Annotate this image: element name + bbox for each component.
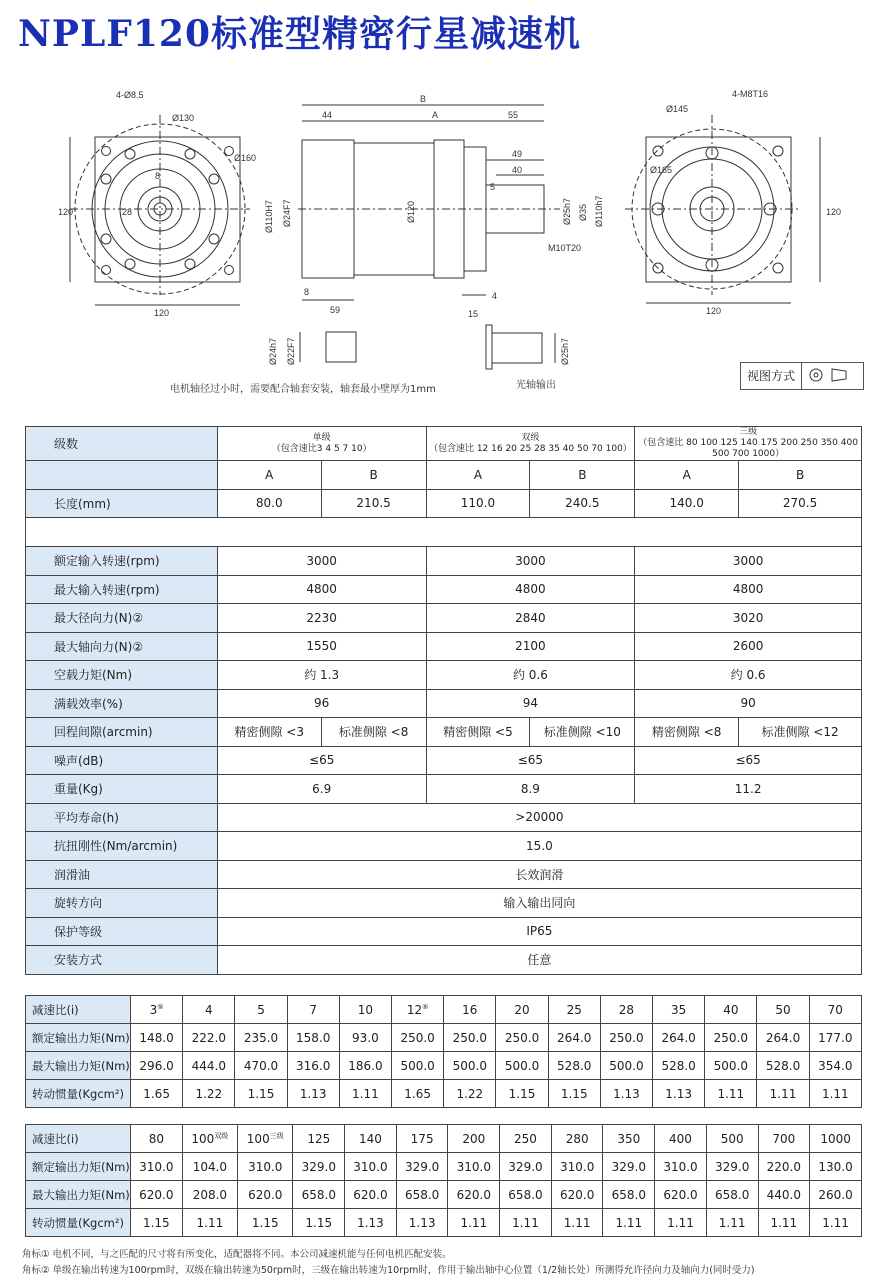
ratio-cell: 222.0: [183, 1024, 235, 1052]
ratio-tag: ⑤: [422, 1002, 429, 1011]
ratio-row-label: 额定输出力矩(Nm): [26, 1153, 131, 1181]
ratio-cell: 329.0: [706, 1153, 758, 1181]
length-cell: 110.0: [426, 489, 530, 518]
spec-cell: 约 0.6: [635, 661, 862, 690]
spec-row-label: 安装方式: [26, 946, 218, 975]
ratio-cell: 12⑤: [392, 996, 444, 1024]
spec-cell: 2840: [426, 604, 635, 633]
ratio-cell: 10: [339, 996, 391, 1024]
dim-110h7: Ø110h7: [594, 195, 604, 227]
ratio-row-label: 减速比(i): [26, 1125, 131, 1153]
dim-8: 8: [304, 287, 310, 297]
ratio-cell: 50: [757, 996, 809, 1024]
ratio-cell: 1.11: [809, 1080, 861, 1108]
spec-cell: 1550: [217, 632, 426, 661]
dim-110H7: Ø110H7: [264, 200, 274, 233]
stage-label: 级数: [26, 427, 218, 461]
length-cell: 210.5: [321, 489, 426, 518]
ratio-cell: 444.0: [183, 1052, 235, 1080]
dim-sleeve-24: Ø24h7: [268, 337, 278, 365]
spec-cell: ≤65: [426, 746, 635, 775]
ratio-cell: 250.0: [392, 1024, 444, 1052]
spec-cell: 6.9: [217, 775, 426, 804]
ratio-cell: 316.0: [287, 1052, 339, 1080]
ratio-cell: 528.0: [757, 1052, 809, 1080]
ratio-cell: 235.0: [235, 1024, 287, 1052]
spec-row-label: 空载力矩(Nm): [26, 661, 218, 690]
ratio-cell: 310.0: [448, 1153, 500, 1181]
dim-4: 4: [492, 291, 498, 301]
spec-cell: 15.0: [217, 832, 861, 861]
ratio-cell: 329.0: [396, 1153, 448, 1181]
ratio-cell: 620.0: [345, 1181, 397, 1209]
ratio-cell: 1000: [810, 1125, 862, 1153]
length-cell: 240.5: [530, 489, 635, 518]
ratio-cell: 16: [444, 996, 496, 1024]
spec-cell: 96: [217, 689, 426, 718]
dim-holes-left: 4-Ø8.5: [116, 90, 144, 100]
ratio-cell: 500: [706, 1125, 758, 1153]
ratio-cell: 1.11: [603, 1209, 655, 1237]
ratio-cell: 310.0: [551, 1153, 603, 1181]
sleeve-note: 电机轴径过小时，需要配合轴套安装，轴套最小壁厚为1mm: [170, 384, 436, 395]
ratio-cell: 658.0: [500, 1181, 552, 1209]
ratio-cell: 1.15: [293, 1209, 345, 1237]
ab-cell: A: [217, 461, 321, 490]
ab-cell: B: [321, 461, 426, 490]
ratio-row-label: 额定输出力矩(Nm): [26, 1024, 131, 1052]
ratio-cell: 250.0: [705, 1024, 757, 1052]
dim-40: 40: [512, 165, 523, 175]
spec-row-label: 最大输入转速(rpm): [26, 575, 218, 604]
footnote-1: 角标① 电机不同，与之匹配的尺寸将有所变化，适配器将不同。本公司减速机能与任何电机匹配安装。: [22, 1249, 452, 1260]
ratio-cell: 175: [396, 1125, 448, 1153]
spec-row-label: 润滑油: [26, 860, 218, 889]
spec-row-label: 噪声(dB): [26, 746, 218, 775]
ab-cell: B: [530, 461, 635, 490]
ratio-cell: 104.0: [182, 1153, 237, 1181]
ratio-cell: 1.11: [655, 1209, 707, 1237]
ratio-cell: 350: [603, 1125, 655, 1153]
dim-24F7: Ø24F7: [282, 199, 292, 227]
ratio-cell: 28: [600, 996, 652, 1024]
spec-cell: 3000: [217, 547, 426, 576]
ratio-cell: 658.0: [396, 1181, 448, 1209]
spec-cell: 94: [426, 689, 635, 718]
page-title: NPLF120标准型精密行星减速机: [18, 13, 581, 55]
ratio-cell: 658.0: [293, 1181, 345, 1209]
ratio-row-label: 转动惯量(Kgcm²): [26, 1080, 131, 1108]
ratio-cell: 1.13: [287, 1080, 339, 1108]
spec-table: [25, 426, 862, 975]
ratio-cell: 329.0: [603, 1153, 655, 1181]
view-method-label: 视图方式: [741, 363, 802, 389]
ratio-cell: 1.11: [810, 1209, 862, 1237]
ratio-cell: 620.0: [131, 1181, 183, 1209]
spec-cell: 90: [635, 689, 862, 718]
spec-row-label: 最大轴向力(N)②: [26, 632, 218, 661]
dim-width-left: 120: [154, 308, 170, 318]
dim-flange: Ø160: [234, 153, 257, 163]
ratio-cell: 80: [131, 1125, 183, 1153]
spec-cell: IP65: [217, 917, 861, 946]
ab-cell: A: [426, 461, 530, 490]
spec-row-label: 额定输入转速(rpm): [26, 547, 218, 576]
ratio-cell: 70: [809, 996, 861, 1024]
dim-m10: M10T20: [548, 243, 582, 253]
footnote-2: 角标② 单级在输出转速为100rpm时，双级在输出转速为50rpm时，三级在输出转速为10rpm时，作用于输出轴中心位置（1/2轴长处）所测得允许径向力及轴向力(同时受力): [22, 1265, 755, 1276]
backlash-cell: 标准侧隙 <8: [321, 718, 426, 747]
backlash-label: 回程间隙(arcmin): [26, 718, 218, 747]
ratio-cell: 500.0: [496, 1052, 548, 1080]
ratio-cell: 310.0: [131, 1153, 183, 1181]
shaft-caption: 光轴输出: [516, 380, 556, 391]
ratio-cell: 5: [235, 996, 287, 1024]
ratio-cell: 658.0: [603, 1181, 655, 1209]
stage-single: 单级 （包含速比3 4 5 7 10）: [217, 427, 426, 461]
dim-A: A: [432, 110, 439, 120]
ratio-cell: 500.0: [705, 1052, 757, 1080]
ratio-cell: 310.0: [238, 1153, 293, 1181]
ratio-cell: 1.11: [551, 1209, 603, 1237]
spec-cell: 2600: [635, 632, 862, 661]
spec-row-label: 满载效率(%): [26, 689, 218, 718]
ratio-cell: 1.13: [600, 1080, 652, 1108]
dim-height-right: 120: [826, 207, 842, 217]
ratio-row-label: 最大输出力矩(Nm): [26, 1181, 131, 1209]
ratio-cell: 400: [655, 1125, 707, 1153]
ratio-cell: 1.15: [235, 1080, 287, 1108]
ratio-cell: 528.0: [548, 1052, 600, 1080]
ratio-cell: 130.0: [810, 1153, 862, 1181]
ratio-cell: 500.0: [600, 1052, 652, 1080]
spec-cell: >20000: [217, 803, 861, 832]
spec-cell: 3020: [635, 604, 862, 633]
ratio-row-label: 转动惯量(Kgcm²): [26, 1209, 131, 1237]
dim-key-w: 8: [155, 171, 161, 181]
dim-165: Ø165: [650, 165, 673, 175]
ratio-cell: 1.65: [392, 1080, 444, 1108]
spec-cell: 4800: [635, 575, 862, 604]
ratio-cell: $100^{双级}$: [182, 1125, 237, 1153]
spec-row-label: 最大径向力(N)②: [26, 604, 218, 633]
ratio-cell: 329.0: [500, 1153, 552, 1181]
ratio-cell: 250.0: [496, 1024, 548, 1052]
ratio-cell: 264.0: [548, 1024, 600, 1052]
ab-cell: A: [635, 461, 739, 490]
ratio-cell: 1.22: [444, 1080, 496, 1108]
dim-key-h: 28: [122, 207, 133, 217]
dim-width-right: 120: [706, 306, 722, 316]
spec-row-label: 旋转方向: [26, 889, 218, 918]
ratio-cell: 310.0: [345, 1153, 397, 1181]
dim-55: 55: [508, 110, 519, 120]
backlash-cell: 精密侧隙 <3: [217, 718, 321, 747]
dim-44: 44: [322, 110, 333, 120]
ratio-cell: 186.0: [339, 1052, 391, 1080]
dim-25h7: Ø25h7: [562, 197, 572, 225]
spec-row-label: 重量(Kg): [26, 775, 218, 804]
ratio-cell: 250.0: [600, 1024, 652, 1052]
ratio-cell: 1.15: [496, 1080, 548, 1108]
backlash-cell: 精密侧隙 <5: [426, 718, 530, 747]
spec-cell: 约 0.6: [426, 661, 635, 690]
ab-cell: B: [739, 461, 862, 490]
ratio-cell: 1.11: [757, 1080, 809, 1108]
ratio-cell: 1.11: [706, 1209, 758, 1237]
spec-cell: ≤65: [635, 746, 862, 775]
ratio-cell: 354.0: [809, 1052, 861, 1080]
spec-cell: 3000: [426, 547, 635, 576]
ratio-cell: 310.0: [655, 1153, 707, 1181]
ratio-cell: 220.0: [758, 1153, 810, 1181]
ratio-cell: 1.13: [396, 1209, 448, 1237]
length-cell: 80.0: [217, 489, 321, 518]
dim-49: 49: [512, 149, 523, 159]
ratio-cell: 200: [448, 1125, 500, 1153]
spec-cell: 4800: [217, 575, 426, 604]
dim-120: Ø120: [406, 200, 416, 223]
dim-holes-right: 4-M8T16: [732, 89, 769, 99]
ratio-cell: 1.11: [758, 1209, 810, 1237]
ratio-cell: 1.22: [183, 1080, 235, 1108]
stage-double: 双级 （包含速比 12 16 20 25 28 35 40 50 70 100）: [426, 427, 635, 461]
spec-cell: 输入输出同向: [217, 889, 861, 918]
ratio-cell: 93.0: [339, 1024, 391, 1052]
ratio-cell: 250: [500, 1125, 552, 1153]
ratio-cell: 1.15: [548, 1080, 600, 1108]
ratio-cell: 250.0: [444, 1024, 496, 1052]
dim-B: B: [420, 94, 427, 104]
ratio-cell: 1.11: [500, 1209, 552, 1237]
dim-sleeve-22: Ø22F7: [286, 337, 296, 365]
dim-35: Ø35: [578, 203, 588, 221]
ratio-cell: 620.0: [448, 1181, 500, 1209]
ratio-cell: 500.0: [392, 1052, 444, 1080]
spec-cell: 长效润滑: [217, 860, 861, 889]
spacer-row: [26, 518, 862, 547]
ratio-cell: 1.11: [448, 1209, 500, 1237]
spec-row-label: 抗扭刚性(Nm/arcmin): [26, 832, 218, 861]
dim-height-left: 120: [58, 207, 74, 217]
ratio-cell: 440.0: [758, 1181, 810, 1209]
ratio-cell: 620.0: [238, 1181, 293, 1209]
ratio-cell: 125: [293, 1125, 345, 1153]
backlash-cell: 精密侧隙 <8: [635, 718, 739, 747]
ratio-cell: 528.0: [653, 1052, 705, 1080]
ratio-cell: 4: [183, 996, 235, 1024]
ratio-cell: 1.13: [653, 1080, 705, 1108]
dim-15: 15: [468, 309, 479, 319]
technical-drawing: [0, 55, 884, 415]
ratio-cell: 1.11: [705, 1080, 757, 1108]
ratio-cell: 264.0: [653, 1024, 705, 1052]
ratio-cell: 658.0: [706, 1181, 758, 1209]
ratio-cell: 296.0: [131, 1052, 183, 1080]
spec-cell: 约 1.3: [217, 661, 426, 690]
ratio-tag: 双级: [214, 1132, 229, 1140]
ratio-cell: 1.15: [131, 1209, 183, 1237]
ratio-cell: 1.13: [345, 1209, 397, 1237]
spec-cell: 4800: [426, 575, 635, 604]
ratio-cell: 208.0: [182, 1181, 237, 1209]
ratio-cell: 177.0: [809, 1024, 861, 1052]
spec-row-label: 保护等级: [26, 917, 218, 946]
spec-cell: 8.9: [426, 775, 635, 804]
dim-5: 5: [490, 182, 496, 192]
backlash-cell: 标准侧隙 <10: [530, 718, 635, 747]
ratio-cell: 620.0: [655, 1181, 707, 1209]
ratio-cell: 700: [758, 1125, 810, 1153]
ratio-tag: 三级: [269, 1132, 284, 1140]
ratio-row-label: 最大输出力矩(Nm): [26, 1052, 131, 1080]
ratio-cell: 1.65: [131, 1080, 183, 1108]
dim-shaft-25: Ø25h7: [560, 337, 570, 365]
ratio-cell: 140: [345, 1125, 397, 1153]
dim-59: 59: [330, 305, 341, 315]
stage-triple: 三级 （包含速比 80 100 125 140 175 200 250 350 400 500 700 1000）: [635, 427, 862, 461]
backlash-cell: 标准侧隙 <12: [739, 718, 862, 747]
ratio-cell: 158.0: [287, 1024, 339, 1052]
dim-pcd-right: Ø145: [666, 104, 689, 114]
ratio-cell: 329.0: [293, 1153, 345, 1181]
ratio-cell: 500.0: [444, 1052, 496, 1080]
ratio-row-label: 减速比(i): [26, 996, 131, 1024]
view-method-box: [740, 362, 864, 390]
dim-pcd-left: Ø130: [172, 113, 195, 123]
ratio-cell: $100^{三级}$: [238, 1125, 293, 1153]
ratio-cell: 148.0: [131, 1024, 183, 1052]
ratio-cell: 1.11: [182, 1209, 237, 1237]
spec-row-label: 平均寿命(h): [26, 803, 218, 832]
ratio-cell: 280: [551, 1125, 603, 1153]
ratio-cell: 20: [496, 996, 548, 1024]
ratio-cell: 40: [705, 996, 757, 1024]
ratio-table-1: [25, 995, 862, 1108]
ratio-cell: 260.0: [810, 1181, 862, 1209]
ratio-cell: 470.0: [235, 1052, 287, 1080]
ratio-cell: 1.15: [238, 1209, 293, 1237]
spec-cell: 任意: [217, 946, 861, 975]
length-cell: 140.0: [635, 489, 739, 518]
ratio-table-2: [25, 1124, 862, 1237]
ratio-tag: ⑤: [157, 1002, 164, 1011]
length-cell: 270.5: [739, 489, 862, 518]
ratio-cell: 3⑤: [131, 996, 183, 1024]
ratio-cell: 7: [287, 996, 339, 1024]
ab-label: [26, 461, 218, 490]
spec-cell: 2100: [426, 632, 635, 661]
ratio-cell: 620.0: [551, 1181, 603, 1209]
ratio-cell: 264.0: [757, 1024, 809, 1052]
spec-cell: 11.2: [635, 775, 862, 804]
spec-cell: ≤65: [217, 746, 426, 775]
ratio-cell: 1.11: [339, 1080, 391, 1108]
spec-cell: 3000: [635, 547, 862, 576]
spec-cell: 2230: [217, 604, 426, 633]
ratio-cell: 25: [548, 996, 600, 1024]
ratio-cell: 35: [653, 996, 705, 1024]
length-label: 长度(mm): [26, 489, 218, 518]
